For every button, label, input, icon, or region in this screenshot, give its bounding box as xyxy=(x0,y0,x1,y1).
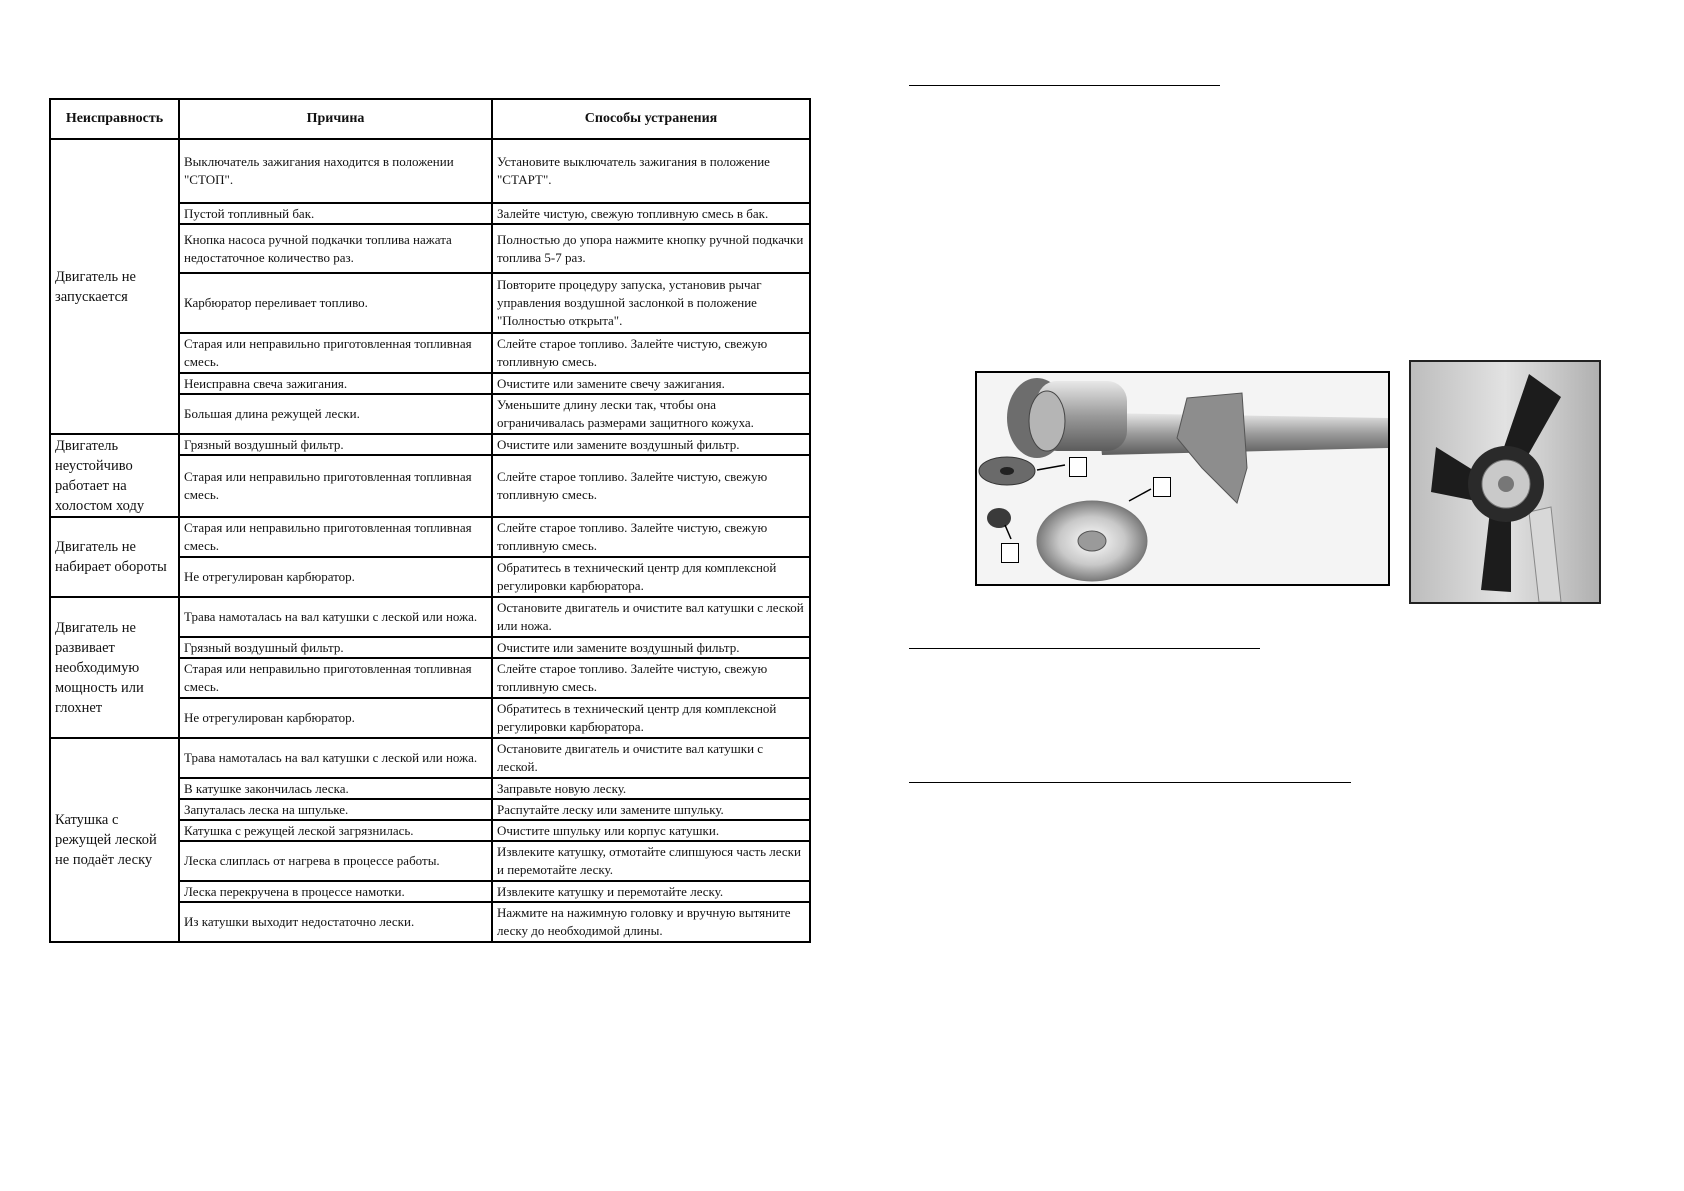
cause-cell: Не отрегулирован карбюратор. xyxy=(179,698,492,738)
table-row xyxy=(50,738,810,778)
cause-cell: Старая или неправильно приготовленная топливная смесь. xyxy=(179,658,492,698)
cause-cell: Из катушки выходит недостаточно лески. xyxy=(179,902,492,942)
remedy-cell: Заправьте новую леску. xyxy=(492,778,810,799)
remedy-cell: Извлеките катушку, отмотайте слипшуюся часть лески и перемотайте леску. xyxy=(492,841,810,881)
cause-cell: Старая или неправильно приготовленная топливная смесь. xyxy=(179,333,492,373)
table-header-row xyxy=(50,99,810,139)
remedy-cell: Залейте чистую, свежую топливную смесь в бак. xyxy=(492,203,810,224)
cause-cell: Старая или неправильно приготовленная топливная смесь. xyxy=(179,517,492,557)
cause-cell: Кнопка насоса ручной подкачки топлива нажата недостаточное количество раз. xyxy=(179,224,492,273)
remedy-cell: Нажмите на нажимную головку и вручную вытяните леску до необходимой длины. xyxy=(492,902,810,942)
cause-cell: Пустой топливный бак. xyxy=(179,203,492,224)
fault-cell: Двигатель неустойчиво работает на холостом ходу xyxy=(50,434,179,517)
remedy-cell: Полностью до упора нажмите кнопку ручной подкачки топлива 5-7 раз. xyxy=(492,224,810,273)
remedy-cell: Остановите двигатель и очистите вал катушки с леской или ножа. xyxy=(492,597,810,637)
cause-cell: Катушка с режущей леской загрязнилась. xyxy=(179,820,492,841)
remedy-cell: Очистите шпульку или корпус катушки. xyxy=(492,820,810,841)
remedy-cell: Обратитесь в технический центр для комплексной регулировки карбюратора. xyxy=(492,698,810,738)
remedy-cell: Слейте старое топливо. Залейте чистую, свежую топливную смесь. xyxy=(492,333,810,373)
cause-cell: Большая длина режущей лески. xyxy=(179,394,492,434)
remedy-cell: Распутайте леску или замените шпульку. xyxy=(492,799,810,820)
troubleshooting-table xyxy=(49,98,811,943)
cause-cell: Леска слиплась от нагрева в процессе работы. xyxy=(179,841,492,881)
assembly-illustration xyxy=(977,373,1388,584)
remedy-cell: Очистите или замените воздушный фильтр. xyxy=(492,637,810,658)
cause-cell: Запуталась леска на шпульке. xyxy=(179,799,492,820)
callout-box-1 xyxy=(1069,457,1087,477)
fault-cell: Двигатель не набирает обороты xyxy=(50,517,179,597)
cause-cell: Не отрегулирован карбюратор. xyxy=(179,557,492,597)
fault-cell: Двигатель не запускается xyxy=(50,139,179,434)
callout-box-3 xyxy=(1001,543,1019,563)
remedy-cell: Очистите или замените воздушный фильтр. xyxy=(492,434,810,455)
remedy-cell: Слейте старое топливо. Залейте чистую, свежую топливную смесь. xyxy=(492,517,810,557)
callout-box-2 xyxy=(1153,477,1171,497)
cause-cell: Трава намоталась на вал катушки с леской или ножа. xyxy=(179,597,492,637)
cause-cell: Карбюратор переливает топливо. xyxy=(179,273,492,333)
remedy-cell: Обратитесь в технический центр для комплексной регулировки карбюратора. xyxy=(492,557,810,597)
table-body xyxy=(50,139,810,942)
remedy-cell: Установите выключатель зажигания в положение "СТАРТ". xyxy=(492,139,810,203)
remedy-cell: Слейте старое топливо. Залейте чистую, свежую топливную смесь. xyxy=(492,658,810,698)
header-fault: Неисправность xyxy=(50,99,179,139)
cause-cell: Грязный воздушный фильтр. xyxy=(179,434,492,455)
cause-cell: Трава намоталась на вал катушки с леской или ножа. xyxy=(179,738,492,778)
table-row xyxy=(50,597,810,637)
cause-cell: Грязный воздушный фильтр. xyxy=(179,637,492,658)
table-row xyxy=(50,139,810,203)
remedy-cell: Очистите или замените свечу зажигания. xyxy=(492,373,810,394)
fault-cell: Двигатель не развивает необходимую мощность или глохнет xyxy=(50,597,179,738)
blade-illustration xyxy=(1411,362,1599,602)
cause-cell: В катушке закончилась леска. xyxy=(179,778,492,799)
remedy-cell: Уменьшите длину лески так, чтобы она ограничивалась размерами защитного кожуха. xyxy=(492,394,810,434)
three-tooth-blade-photo xyxy=(1409,360,1601,604)
section-underline-3 xyxy=(909,782,1351,783)
remedy-cell: Остановите двигатель и очистите вал катушки с леской. xyxy=(492,738,810,778)
cause-cell: Неисправна свеча зажигания. xyxy=(179,373,492,394)
remedy-cell: Извлеките катушку и перемотайте леску. xyxy=(492,881,810,902)
header-cause: Причина xyxy=(179,99,492,139)
section-underline-2 xyxy=(909,648,1260,649)
table-row xyxy=(50,517,810,557)
blade-mount-parts-photo xyxy=(975,371,1390,586)
table-row xyxy=(50,434,810,455)
cause-cell: Выключатель зажигания находится в положении "СТОП". xyxy=(179,139,492,203)
section-underline-1 xyxy=(909,85,1220,86)
remedy-cell: Слейте старое топливо. Залейте чистую, свежую топливную смесь. xyxy=(492,455,810,517)
cause-cell: Леска перекручена в процессе намотки. xyxy=(179,881,492,902)
header-remedy: Способы устранения xyxy=(492,99,810,139)
remedy-cell: Повторите процедуру запуска, установив рычаг управления воздушной заслонкой в положение "Полностью открыта". xyxy=(492,273,810,333)
cause-cell: Старая или неправильно приготовленная топливная смесь. xyxy=(179,455,492,517)
fault-cell: Катушка с режущей леской не подаёт леску xyxy=(50,738,179,942)
